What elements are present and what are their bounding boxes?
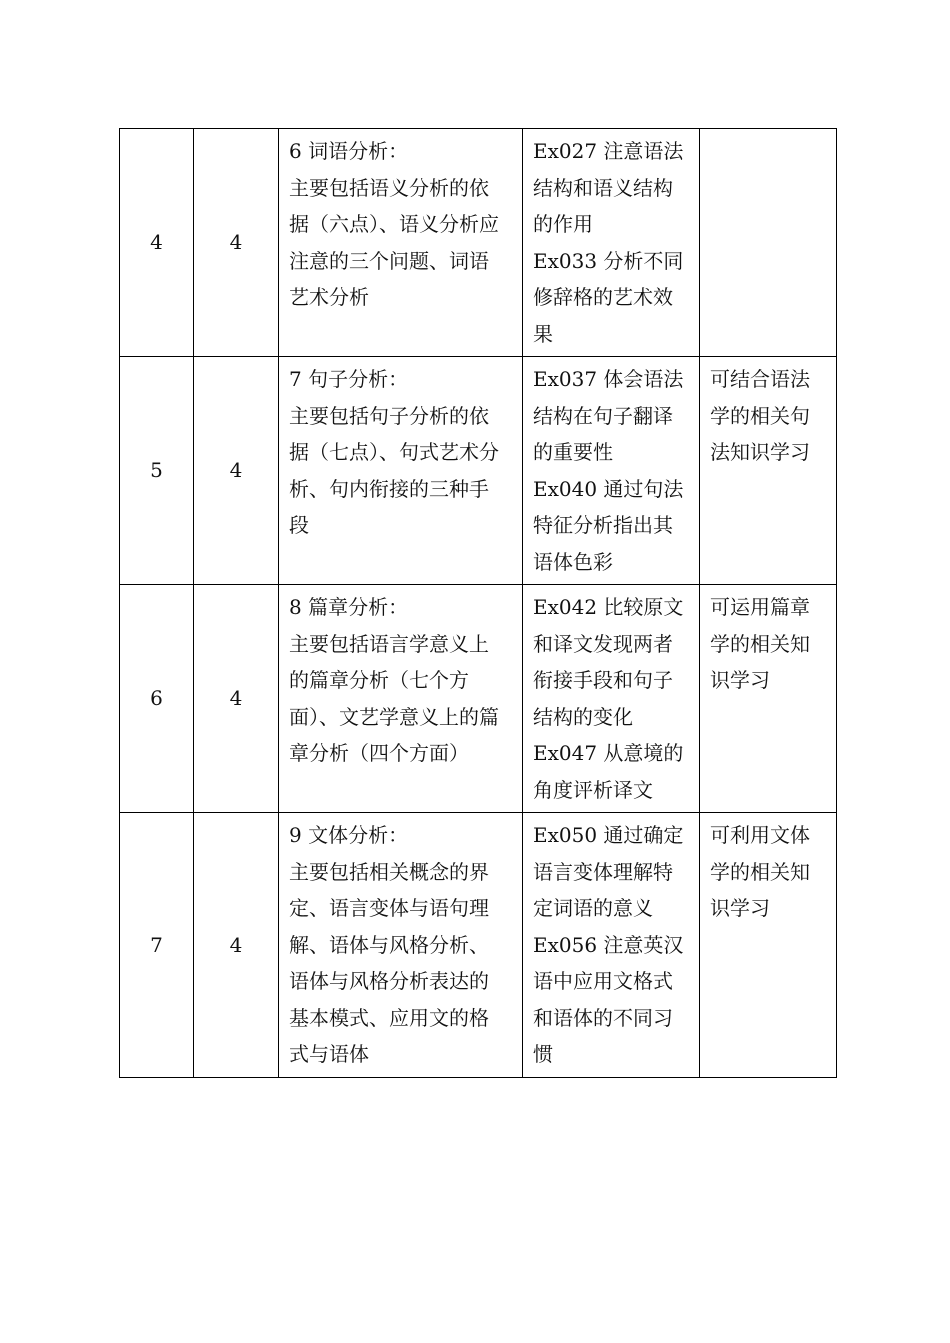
exercise-line: 的作用 [533, 212, 593, 236]
note-line: 法知识学习 [710, 440, 810, 464]
exercise-line: Ex047 从意境的 [533, 741, 684, 765]
exercise-line: 结构的变化 [533, 704, 633, 729]
content-line: 基本模式、应用文的格 [289, 1005, 489, 1030]
exercise-cell [523, 357, 700, 585]
note-line: 识学习 [710, 896, 770, 920]
note-cell [700, 585, 837, 813]
exercise-line: Ex037 体会语法 [533, 367, 684, 391]
exercise-line: Ex042 比较原文 [533, 595, 684, 619]
content-cell [279, 129, 523, 357]
week-cell: 4 [120, 129, 194, 357]
exercise-line: Ex033 分析不同 [533, 248, 684, 273]
exercise-line: Ex027 注意语法 [533, 139, 684, 163]
syllabus-table [119, 128, 837, 1078]
exercise-cell [523, 129, 700, 357]
content-line: 章分析（四个方面） [289, 741, 469, 765]
exercise-line: 果 [533, 321, 553, 346]
exercise-line: 语言变体理解特 [533, 859, 673, 884]
exercise-line: 衔接手段和句子 [533, 668, 673, 692]
table-row [120, 129, 837, 357]
content-line: 主要包括句子分析的依 [289, 403, 489, 428]
exercise-line: 和译文发现两者 [533, 631, 673, 656]
content-line: 定、语言变体与语句理 [289, 896, 489, 920]
content-line: 主要包括语义分析的依 [289, 175, 489, 200]
content-cell [279, 357, 523, 585]
content-line: 据（七点）、句式艺术分 [289, 440, 499, 464]
exercise-line: 结构在句子翻译 [533, 403, 673, 428]
note-cell [700, 813, 837, 1078]
note-cell [700, 129, 837, 357]
table-row [120, 357, 837, 585]
note-cell [700, 357, 837, 585]
exercise-line: Ex040 通过句法 [533, 476, 684, 501]
exercise-line: 语中应用文格式 [533, 969, 673, 993]
hours-cell: 4 [194, 129, 279, 357]
content-line: 式与语体 [289, 1042, 369, 1066]
exercise-line: Ex056 注意英汉 [533, 932, 684, 957]
content-line: 注意的三个问题、词语 [289, 248, 489, 273]
content-line: 析、句内衔接的三种手 [289, 476, 489, 501]
content-line: 语体与风格分析表达的 [289, 969, 489, 993]
content-line: 主要包括相关概念的界 [289, 859, 489, 884]
hours-cell: 4 [194, 585, 279, 813]
content-line: 段 [289, 513, 309, 537]
exercise-cell [523, 585, 700, 813]
content-line: 9 文体分析： [289, 823, 409, 847]
table-row [120, 813, 837, 1078]
content-line: 据（六点）、语义分析应 [289, 212, 499, 236]
content-line: 8 篇章分析： [289, 595, 409, 619]
note-line: 学的相关知 [710, 631, 810, 656]
week-cell: 5 [120, 357, 194, 585]
exercise-line: 角度评析译文 [533, 777, 653, 802]
content-line: 6 词语分析： [289, 139, 409, 163]
exercise-line: 和语体的不同习 [533, 1005, 673, 1030]
exercise-line: 结构和语义结构 [533, 175, 673, 200]
exercise-line: 修辞格的艺术效 [533, 285, 673, 309]
week-cell: 7 [120, 813, 194, 1078]
note-line: 识学习 [710, 668, 770, 692]
content-line: 解、语体与风格分析、 [289, 932, 489, 957]
table-row [120, 585, 837, 813]
exercise-line: Ex050 通过确定 [533, 823, 684, 847]
hours-cell: 4 [194, 357, 279, 585]
exercise-line: 的重要性 [533, 440, 613, 464]
note-line: 可结合语法 [710, 367, 810, 391]
content-cell [279, 813, 523, 1078]
content-line: 艺术分析 [289, 285, 369, 309]
content-cell [279, 585, 523, 813]
content-line: 的篇章分析（七个方 [289, 668, 469, 692]
note-line: 学的相关知 [710, 859, 810, 884]
note-line: 可运用篇章 [710, 595, 810, 619]
content-line: 7 句子分析： [289, 367, 409, 391]
exercise-line: 定词语的意义 [533, 896, 653, 920]
content-line: 面）、文艺学意义上的篇 [289, 704, 499, 729]
content-line: 主要包括语言学意义上 [289, 631, 489, 656]
exercise-line: 语体色彩 [533, 549, 613, 574]
week-cell: 6 [120, 585, 194, 813]
hours-cell: 4 [194, 813, 279, 1078]
exercise-line: 惯 [533, 1042, 553, 1066]
note-line: 可利用文体 [710, 823, 810, 847]
exercise-cell [523, 813, 700, 1078]
exercise-line: 特征分析指出其 [533, 513, 673, 537]
note-line: 学的相关句 [710, 403, 810, 428]
